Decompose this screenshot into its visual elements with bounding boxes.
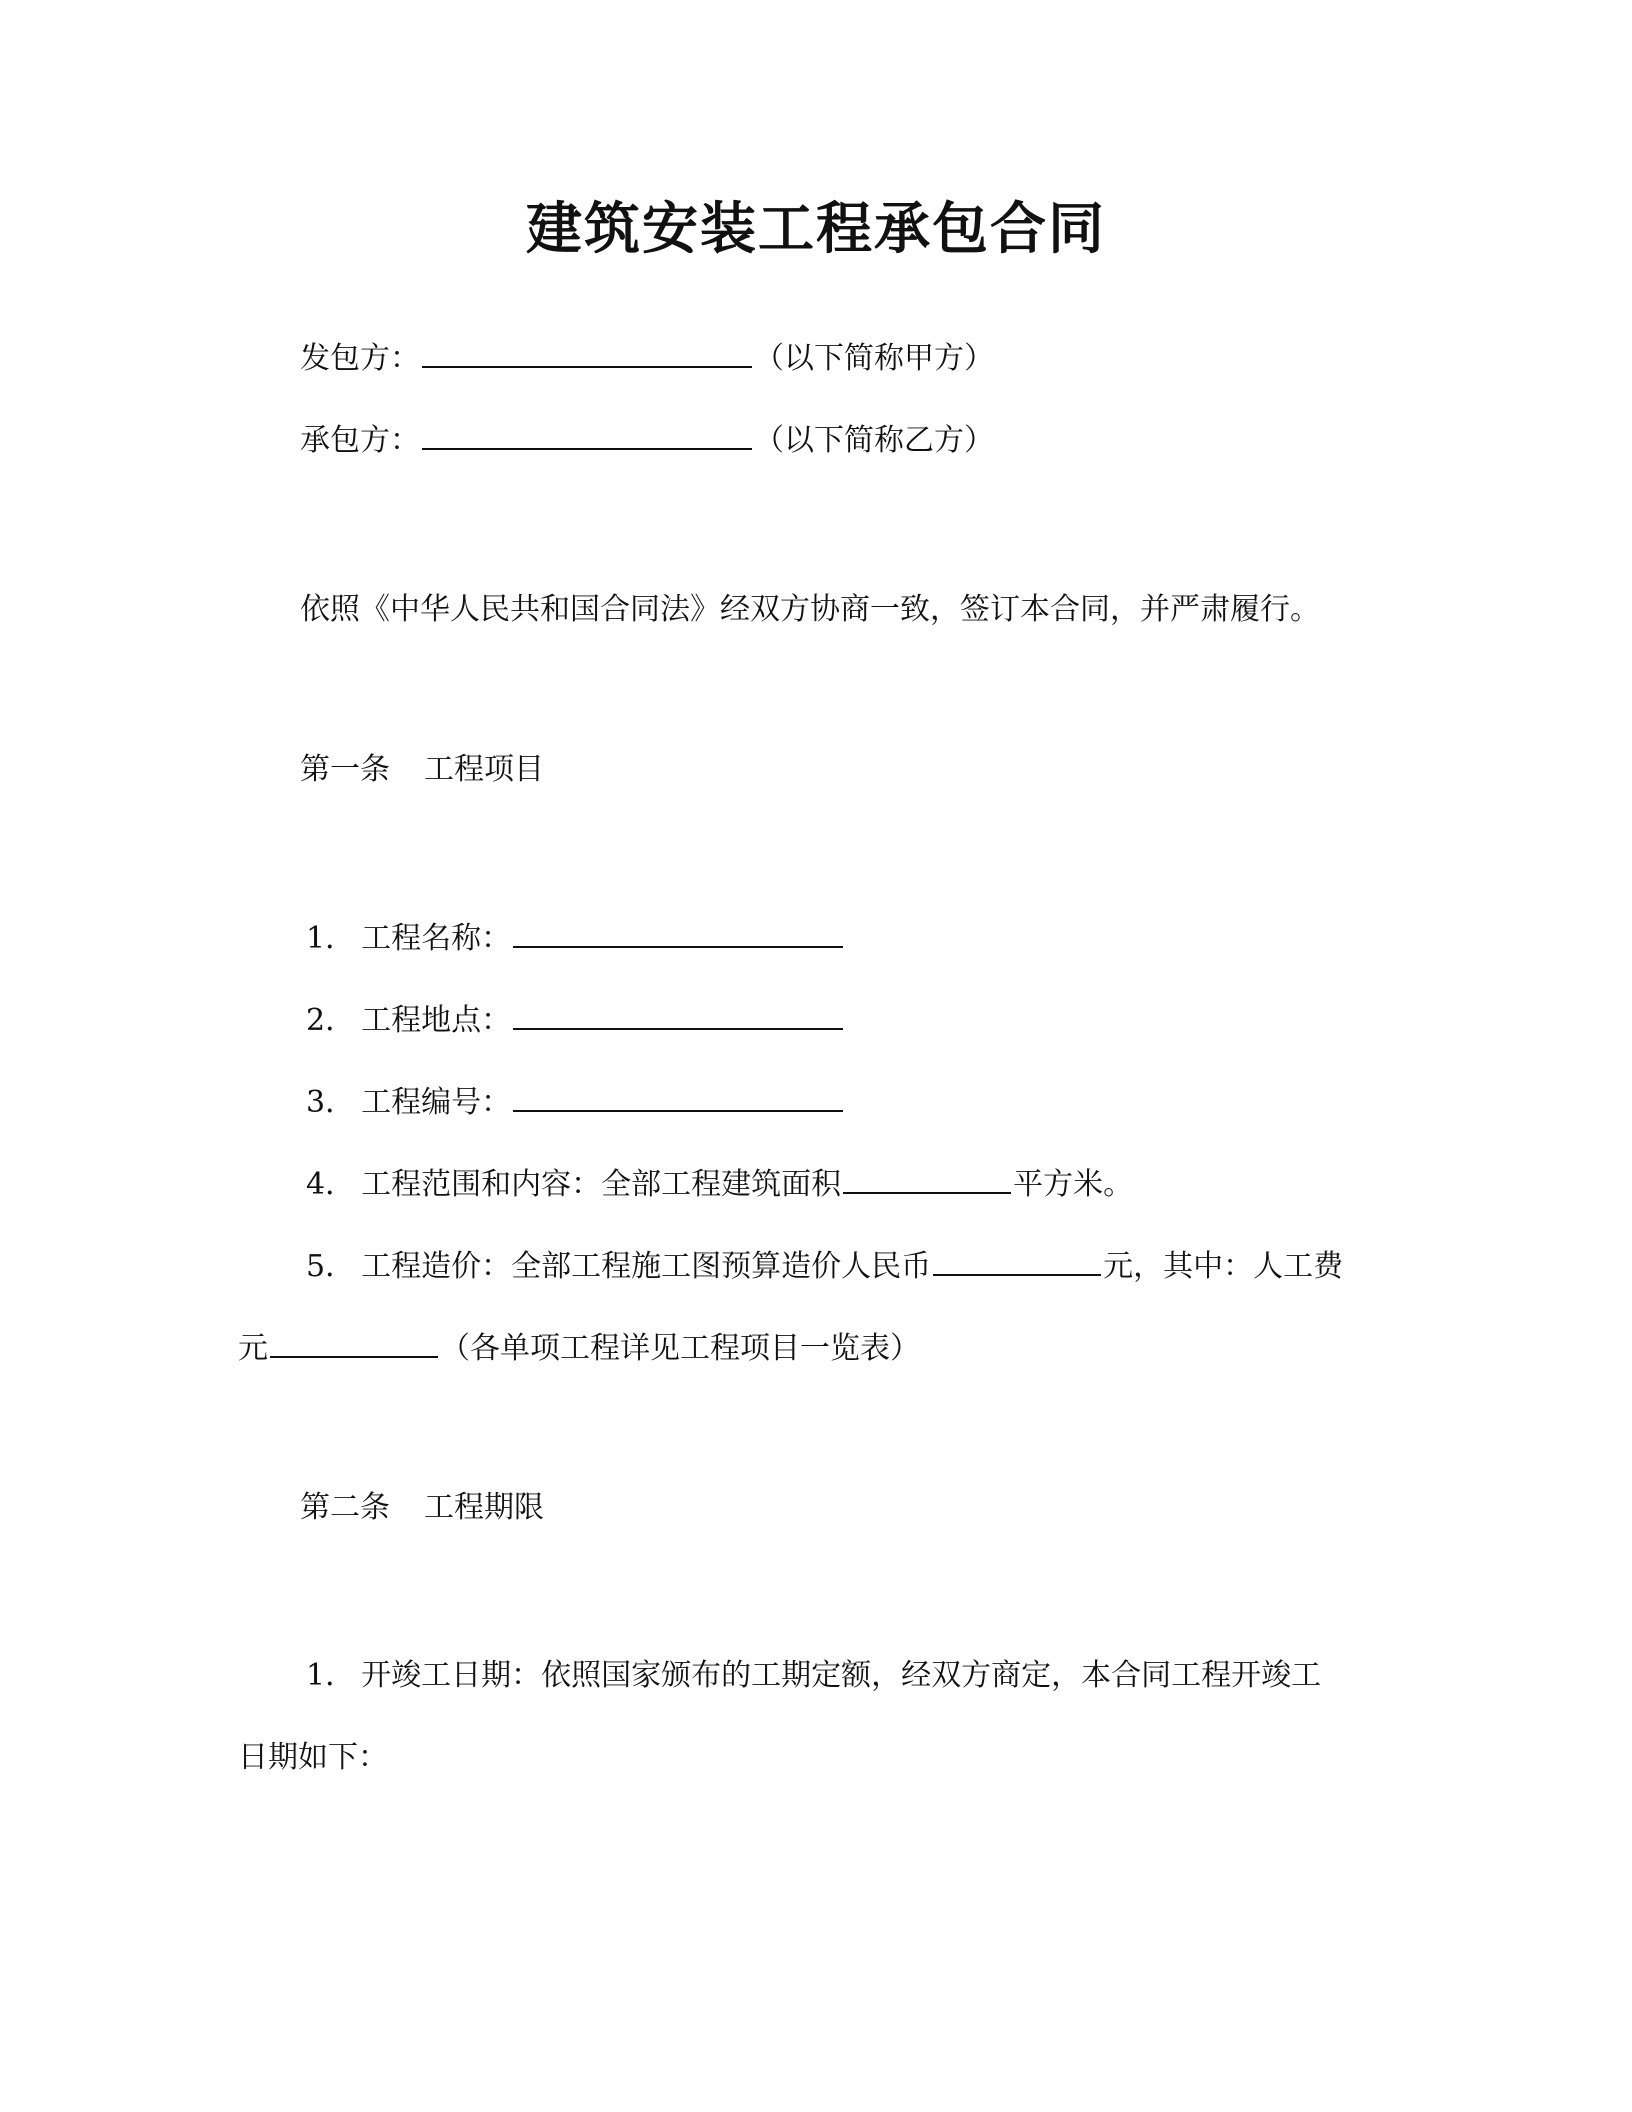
item-number: 3．	[306, 1085, 356, 1120]
item-label: 工程地点：	[361, 1003, 512, 1038]
item-number: 1．	[306, 921, 356, 956]
article2-item1-line1	[306, 1654, 1321, 1698]
item-number: 5．	[306, 1249, 356, 1284]
preamble: 依照《中华人民共和国合同法》经双方协商一致，签订本合同，并严肃履行。	[300, 592, 1320, 627]
article1-number: 第一条	[300, 752, 390, 787]
article1-item5-line2	[238, 1326, 920, 1371]
party-b-label: 承包方：	[300, 423, 420, 458]
article1-heading	[300, 748, 544, 792]
item-suffix: 平方米。	[1013, 1167, 1134, 1202]
item-line2-start: 元	[238, 1331, 268, 1366]
party-b-line	[300, 418, 994, 463]
party-a-note: （以下简称甲方）	[754, 341, 994, 376]
cost-blank	[933, 1244, 1101, 1276]
item-label: 工程造价：全部工程施工图预算造价人民币	[361, 1249, 932, 1284]
article1-item4	[306, 1162, 1133, 1207]
project-code-blank	[513, 1080, 843, 1112]
party-b-blank	[422, 418, 752, 450]
article1-title: 工程项目	[424, 752, 544, 787]
article1-item1	[306, 916, 845, 961]
article2-item1-line2: 日期如下：	[238, 1740, 388, 1775]
item-label: 工程编号：	[361, 1085, 512, 1120]
project-location-blank	[513, 998, 843, 1030]
item-mid: 元，其中：人工费	[1103, 1249, 1344, 1284]
item-line2-end: （各单项工程详见工程项目一览表）	[440, 1331, 920, 1366]
article1-item2	[306, 998, 845, 1043]
article2-heading	[300, 1486, 544, 1530]
area-blank	[843, 1162, 1011, 1194]
party-a-blank	[422, 336, 752, 368]
article2-title: 工程期限	[424, 1490, 544, 1525]
project-name-blank	[513, 916, 843, 948]
item-number: 4．	[306, 1167, 356, 1202]
article2-number: 第二条	[300, 1490, 390, 1525]
item-number: 2．	[306, 1003, 356, 1038]
article1-item5-line1	[306, 1244, 1343, 1289]
item-label: 工程范围和内容：全部工程建筑面积	[361, 1167, 842, 1202]
party-a-line	[300, 336, 994, 381]
item-label: 工程名称：	[361, 921, 512, 956]
party-b-note: （以下简称乙方）	[754, 423, 994, 458]
item-number: 1．	[306, 1658, 356, 1693]
item-text: 开竣工日期：依照国家颁布的工期定额，经双方商定，本合同工程开竣工	[361, 1658, 1322, 1693]
party-a-label: 发包方：	[300, 341, 420, 376]
article1-item3	[306, 1080, 845, 1125]
document-title: 建筑安装工程承包合同	[526, 197, 1106, 262]
labor-cost-blank	[270, 1326, 438, 1358]
